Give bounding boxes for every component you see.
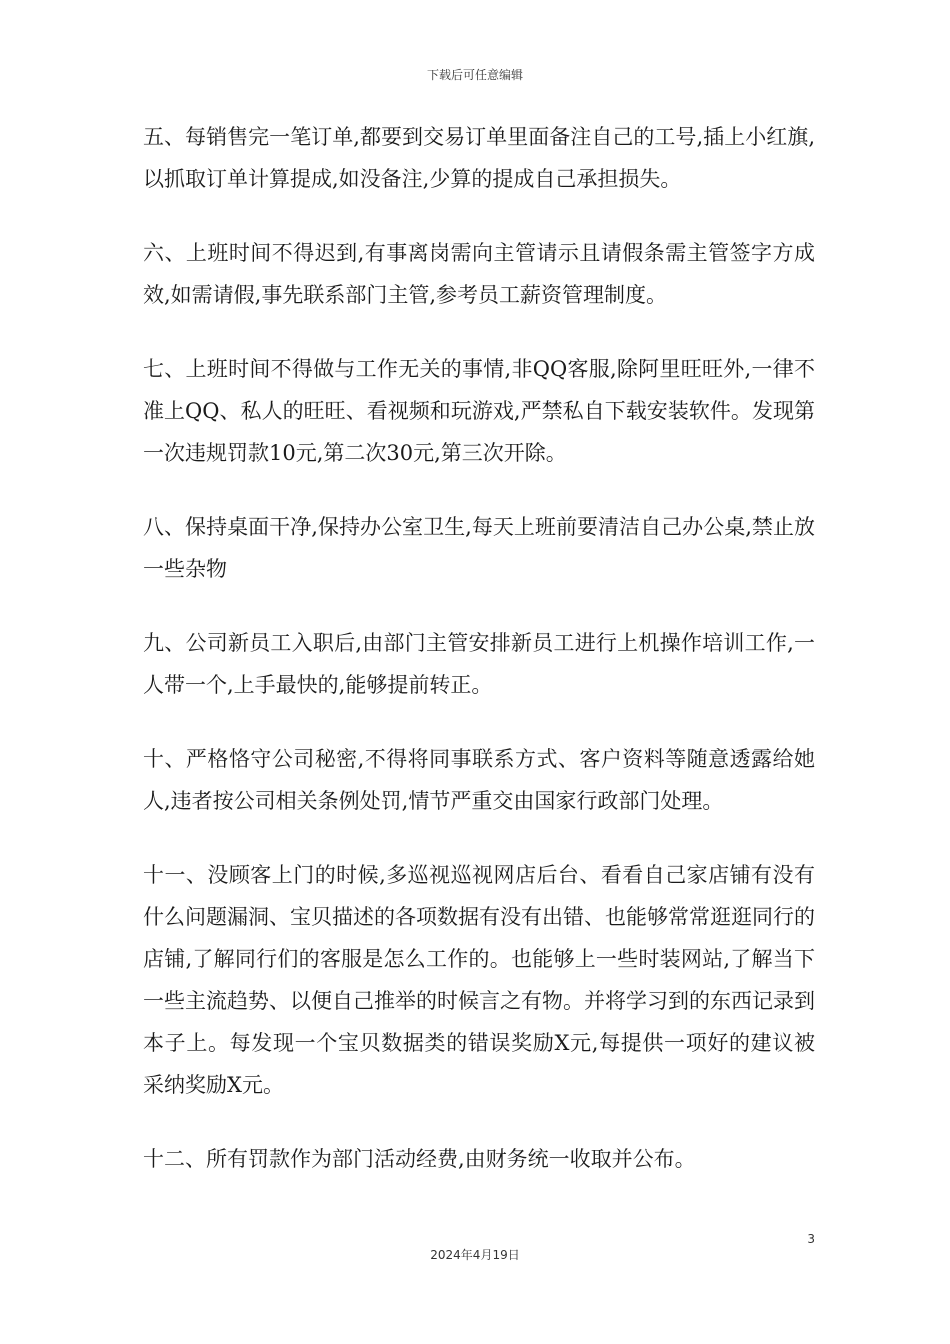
page-footer-date: 2024年4月19日	[430, 1248, 520, 1262]
paragraph-rule-8: 八、保持桌面干净,保持办公室卫生,每天上班前要清洁自己办公桌,禁止放一些杂物	[143, 515, 815, 581]
page-number: 3	[807, 1232, 815, 1246]
paragraph-rule-11: 十一、没顾客上门的时候,多巡视巡视网店后台、看看自己家店铺有没有什么问题漏洞、宝贝描述的各项数据有没有出错、也能够常常逛逛同行的店铺,了解同行们的客服是怎么工作的。也能够上一些时装网站,了解当下一些主流趋势、以便自己推举的时候言之有物。并将学习到的东西记录到本子上。每发现一个宝贝数据类的错误奖励X元,每提供一项好的建议被采纳奖励X元。	[143, 863, 815, 1097]
paragraph-rule-10: 十、严格恪守公司秘密,不得将同事联系方式、客户资料等随意透露给她人,违者按公司相关条例处罚,情节严重交由国家行政部门处理。	[143, 747, 815, 813]
paragraph-rule-6: 六、上班时间不得迟到,有事离岗需向主管请示且请假条需主管签字方成效,如需请假,事先联系部门主管,参考员工薪资管理制度。	[143, 241, 815, 307]
document-body	[143, 116, 815, 1212]
paragraph-rule-7: 七、上班时间不得做与工作无关的事情,非QQ客服,除阿里旺旺外,一律不准上QQ、私人的旺旺、看视频和玩游戏,严禁私自下载安装软件。发现第一次违规罚款10元,第二次30元,第三次开除。	[143, 357, 815, 465]
page-header: 下载后可任意编辑	[426, 68, 523, 82]
paragraph-rule-5: 五、每销售完一笔订单,都要到交易订单里面备注自己的工号,插上小红旗,以抓取订单计算提成,如没备注,少算的提成自己承担损失。	[143, 125, 815, 191]
paragraph-rule-12: 十二、所有罚款作为部门活动经费,由财务统一收取并公布。	[143, 1147, 696, 1171]
paragraph-rule-9: 九、公司新员工入职后,由部门主管安排新员工进行上机操作培训工作,一人带一个,上手最快的,能够提前转正。	[143, 631, 815, 697]
